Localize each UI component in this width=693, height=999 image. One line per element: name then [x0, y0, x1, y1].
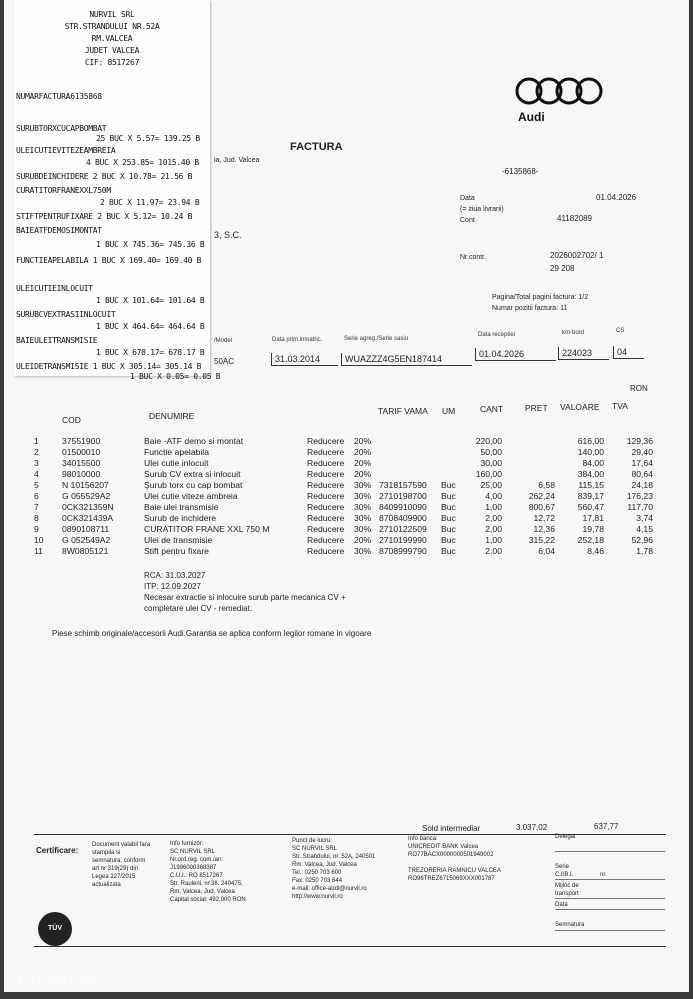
cell-tarif: 8409910090 — [379, 502, 427, 512]
receptie-label: Data receptiei — [478, 332, 516, 338]
client-name: 3, S.C. — [214, 230, 242, 240]
cell-pct: 20% — [354, 458, 372, 468]
cell-tva: 1,78 — [636, 546, 653, 556]
cell-den: Şurub torx cu cap bombat — [144, 480, 243, 490]
cell-cant: 4,00 — [485, 491, 502, 501]
cell-nr: 11 — [34, 546, 43, 556]
receipt-line: ULEIDETRANSMISIE 1 BUC X 305.14= 305.14 B — [16, 362, 202, 371]
cell-red: Reducere — [307, 546, 345, 556]
document-validity — [92, 841, 150, 889]
cell-um: Buc — [441, 546, 456, 556]
table-row — [4, 458, 689, 469]
receipt-line: 25 BUC X 5.57= 139.25 B — [96, 134, 200, 143]
footer-line: UNICREDIT BANK Valcea — [408, 844, 479, 850]
cell-nr: 3 — [34, 458, 39, 468]
cell-tva: 176,23 — [626, 491, 653, 501]
footer-line: Nr.ord.reg. com./an: — [170, 857, 224, 863]
table-row — [4, 447, 689, 458]
cell-pret: 6,58 — [538, 480, 555, 490]
data-footer-label: Data — [555, 902, 568, 908]
cell-den: Stift pentru fixare — [144, 546, 209, 556]
cell-pct: 20% — [354, 436, 372, 446]
cell-val: 252,18 — [577, 535, 604, 545]
note-1: Necesar extractie si inlocuire surub parte mecanica CV + — [144, 593, 346, 602]
cell-den: Baie -ATF demo si montat — [144, 436, 244, 446]
cell-cod: 34015500 — [62, 458, 101, 468]
data-line — [555, 909, 665, 910]
receipt-line: SURUBCVEXTRASIINLOCUIT — [16, 310, 116, 319]
cell-um: Buc — [441, 513, 456, 523]
footer-line: http://www.nurvil.ro — [292, 894, 343, 900]
cell-nr: 4 — [34, 469, 39, 479]
footer-line: Info banca: — [408, 836, 438, 842]
position-count: Numar pozitii factura: 11 — [492, 305, 568, 312]
cell-tva: 129,36 — [626, 436, 653, 446]
document-title: FACTURA — [290, 141, 343, 153]
cell-den: Ulei cutie inlocuit — [144, 458, 209, 468]
table-row — [4, 491, 689, 502]
footer-line: Legea 227/2015 — [92, 874, 136, 880]
cell-val: 8,46 — [587, 546, 604, 556]
cs-label: CS — [616, 328, 625, 334]
cell-red: Reducere — [307, 447, 345, 457]
brand-name: Audi — [518, 110, 545, 124]
table-row — [4, 513, 689, 524]
footer-line: Rm. Valcea, Jud. Valcea — [292, 862, 357, 868]
cell-pret: 12,36 — [533, 524, 555, 534]
col-um: UM — [442, 406, 456, 416]
cell-tva: 4,15 — [636, 524, 653, 534]
cell-cod: 0CK321439A — [62, 513, 114, 523]
receipt-line: 1 BUC X 101.64= 101.64 B — [96, 296, 205, 305]
footer-line: TREZORERIA RAMNICU VALCEA — [408, 868, 501, 874]
cell-pct: 20% — [354, 469, 372, 479]
footer-line: Str. Strandului, nr. 52A, 240501 — [292, 854, 376, 860]
cell-nr: 6 — [34, 491, 39, 501]
model-value: 50AC — [214, 357, 235, 366]
footer-line: Punct de lucru: — [292, 838, 333, 844]
km-label: km-bord — [562, 330, 585, 336]
cell-cant: 1,00 — [485, 502, 502, 512]
cell-tarif: 8708409900 — [379, 513, 427, 523]
sold-tva: 637,77 — [594, 822, 619, 831]
fiscal-receipt — [14, 0, 221, 381]
transport-line — [555, 898, 665, 899]
vin-value: WUAZZZ4G5EN187414 — [341, 353, 472, 366]
cell-pct: 20% — [354, 447, 372, 457]
note-rca: RCA: 31.03.2027 — [144, 571, 206, 580]
table-row — [4, 436, 689, 447]
cell-red: Reducere — [307, 491, 345, 501]
cell-cod: 0CK321359N — [62, 502, 114, 512]
cell-um: Buc — [441, 502, 456, 512]
cell-pret: 800,67 — [528, 502, 555, 512]
footer-line: actualizata — [92, 882, 121, 888]
cell-cod: 8W0805121 — [62, 546, 109, 556]
footer-line: RO77BACX0000000501949002 — [408, 852, 494, 858]
cell-den: Baie ulei transmisie — [144, 502, 219, 512]
footer-line: semnatura, conform — [92, 858, 146, 864]
page-count: Pagina/Total pagini factura: 1/2 — [492, 294, 589, 301]
cell-tarif: 8708999790 — [379, 546, 427, 556]
receipt-line: NURVIL SRL — [89, 10, 135, 19]
receipt-line: SURUBTORXCUCAPBOMBAT — [16, 124, 107, 133]
cell-cant: 30,00 — [480, 458, 502, 468]
cell-nr: 7 — [34, 502, 39, 512]
cell-tva: 3,74 — [636, 513, 653, 523]
receipt-line: 2 BUC X 11.97= 23.94 B — [100, 198, 200, 207]
receipt-line: 1 BUC X 745.36= 745.36 B — [96, 240, 205, 249]
cell-cant: 160,00 — [475, 469, 502, 479]
cell-um: Buc — [441, 480, 456, 490]
footer-line — [408, 859, 501, 867]
line-items-table — [4, 436, 689, 557]
cell-nr: 5 — [34, 480, 39, 490]
receipt-line: ULEICUTIEINLOCUIT — [16, 284, 93, 293]
tuv-certification-icon: TÜV — [38, 912, 72, 946]
invoice-date: 01.04.2026 — [596, 193, 637, 202]
footer-line: Document valabil fara — [92, 842, 151, 848]
cell-pct: 30% — [354, 502, 372, 512]
cell-val: 19,78 — [582, 524, 604, 534]
footer-line: Capital social: 492.000 RON — [170, 897, 246, 903]
cell-red: Reducere — [307, 458, 345, 468]
serie-label-footer: Serie — [555, 864, 570, 870]
watermark: AUTOVIT.RO — [16, 975, 99, 989]
note-2: completare ulei CV - remediat. — [144, 604, 253, 613]
cell-nr: 10 — [34, 535, 44, 545]
transport-label: transport — [555, 891, 579, 897]
cell-red: Reducere — [307, 502, 345, 512]
cell-cant: 220,00 — [475, 436, 502, 446]
cell-pct: 30% — [354, 524, 372, 534]
cell-tva: 52,96 — [631, 535, 653, 545]
cell-red: Reducere — [307, 513, 345, 523]
cell-cant: 1,00 — [485, 535, 502, 545]
sold-label: Sold intermediar — [422, 824, 481, 833]
receipt-line: STR.STRANDULUI NR.52A — [64, 22, 160, 31]
cell-um: Buc — [441, 491, 456, 501]
cell-val: 140,00 — [577, 447, 604, 457]
footer-line: RO96TREZ6715069XXX001787 — [408, 876, 495, 882]
cell-val: 17,81 — [582, 513, 604, 523]
bottom-divider — [34, 946, 666, 947]
col-cod: COD — [62, 415, 81, 425]
cell-tva: 29,40 — [631, 447, 653, 457]
cell-nr: 8 — [34, 513, 39, 523]
client-address: ia, Jud. Valcea — [214, 157, 260, 164]
cell-cant: 2,00 — [485, 546, 502, 556]
cell-red: Reducere — [307, 469, 345, 479]
cell-pct: 30% — [354, 491, 372, 501]
receipt-line: BAIEATFDEMOSIMONTAT — [16, 226, 102, 235]
cell-cant: 50,00 — [480, 447, 502, 457]
semnatura-label: Semnatura — [555, 922, 585, 928]
receipt-line: 1 BUC X 464.64= 464.64 B — [96, 322, 205, 331]
cell-red: Reducere — [307, 524, 345, 534]
cell-pret: 315,22 — [528, 535, 555, 545]
cell-nr: 1 — [34, 436, 39, 446]
cell-den: Surub de inchidere — [144, 513, 217, 523]
cont-label: Cont — [460, 217, 475, 224]
cell-pct: 20% — [354, 535, 372, 545]
cell-tva: 117,70 — [627, 502, 653, 512]
audi-logo-icon — [514, 76, 606, 106]
cell-cod: G 055529A2 — [62, 491, 111, 501]
cell-cant: 2,00 — [485, 513, 502, 523]
cell-val: 560,47 — [577, 502, 604, 512]
footer-line: C.U.I.: RO 8517267 — [170, 873, 223, 879]
cell-tarif: 7318157590 — [379, 480, 427, 490]
cell-den: Surub CV extra si inlocuit — [144, 469, 241, 479]
cell-val: 115,15 — [578, 480, 604, 490]
nrcontr-value: 2026002702/ 1 — [550, 251, 604, 260]
mijloc-label: Mijloc de — [555, 883, 579, 889]
data-label: Data — [460, 195, 475, 202]
cell-pct: 30% — [354, 546, 372, 556]
receptie-value: 01.04.2026 — [475, 348, 556, 361]
cell-den: Ulei de transmisie — [144, 535, 213, 545]
cell-cod: 37551900 — [62, 436, 101, 446]
cbi-label: C.I/B.I. — [555, 872, 574, 878]
receipt-line: CURATITORFRANEXXL750M — [16, 186, 111, 195]
cell-um: Buc — [441, 524, 456, 534]
col-pret: PRET — [525, 403, 548, 413]
footer-line: SC NURVIL SRL — [292, 846, 338, 852]
cbi-line — [555, 879, 665, 880]
cell-val: 84,00 — [582, 458, 604, 468]
cell-cod: N 10156207 — [62, 480, 109, 490]
cell-val: 616,00 — [577, 436, 604, 446]
supplier-info — [170, 840, 246, 904]
cell-cod: G 052549A2 — [62, 535, 111, 545]
cell-nr: 2 — [34, 447, 39, 457]
receipt-line: 1 BUC X 678.17= 678.17 B — [96, 348, 205, 357]
footer-line: art nr 319(29) din — [92, 866, 139, 872]
receipt-line: 4 BUC X 253.85= 1015.40 B — [86, 158, 199, 167]
table-row — [4, 469, 689, 480]
cell-cant: 2,00 — [485, 524, 502, 534]
cell-tva: 80,64 — [631, 469, 653, 479]
km-value: 224023 — [558, 347, 609, 360]
receipt-line: SURUBDEINCHIDERE 2 BUC X 10.78= 21.56 B — [16, 172, 193, 181]
table-row — [4, 535, 689, 546]
guarantee-note: Piese schimb originale/accesorii Audi.Garantia se aplica conform legilor romane in vigoare — [52, 629, 372, 638]
receipt-line: STIFTPENTRUFIXARE 2 BUC X 5.12= 10.24 B — [16, 212, 193, 221]
cell-den: CURATITOR FRANE XXL 750 M — [144, 524, 270, 534]
receipt-line: NUMARFACTURA6135868 — [16, 92, 102, 101]
cell-val: 384,00 — [577, 469, 604, 479]
cell-tva: 17,64 — [631, 458, 653, 468]
cell-tva: 24,18 — [631, 480, 653, 490]
table-row — [4, 524, 689, 535]
invoice-number: -6135868- — [502, 167, 539, 176]
first-registration-label: Data prim.inmatric. — [272, 337, 323, 343]
table-row — [4, 502, 689, 513]
cell-red: Reducere — [307, 535, 345, 545]
cell-cant: 25,00 — [480, 480, 502, 490]
table-row — [4, 480, 689, 491]
cell-den: Functie apelabila — [144, 447, 209, 457]
invoice-page — [4, 0, 689, 992]
nrcontr-value-2: 29 208 — [550, 264, 575, 273]
footer-line: SC NURVIL SRL — [170, 849, 216, 855]
workpoint-info — [292, 837, 375, 901]
footer-line: Fax: 0250 703 644 — [292, 878, 343, 884]
footer-line: Str. Rauleni, nr.38, 240475, — [170, 881, 243, 887]
cs-value: 04 — [613, 346, 644, 359]
col-tva: TVA — [612, 401, 628, 411]
footer-line: Rm. Valcea, Jud. Valcea — [170, 889, 235, 895]
cell-tarif: 2710198700 — [379, 491, 427, 501]
cell-cod: 01500010 — [62, 447, 101, 457]
cell-pct: 30% — [354, 480, 372, 490]
cont-value: 41182089 — [557, 214, 592, 223]
col-tarif: TARIF VAMA — [378, 406, 428, 416]
cell-tarif: 2710199990 — [379, 535, 427, 545]
delegat-label: Delegat — [555, 834, 576, 840]
receipt-line: JUDET VALCEA — [84, 46, 140, 55]
cell-tarif: 2710122509 — [379, 524, 427, 534]
receipt-line: RM.VALCEA — [91, 34, 133, 43]
cell-pret: 262,24 — [528, 491, 555, 501]
receipt-line: ULEICUTIEVITEZEAMBREIA — [16, 146, 116, 155]
footer-line: Tel.: 0250 703 600 — [292, 870, 342, 876]
receipt-line: CIF: 8517267 — [84, 58, 140, 67]
certificare-label: Certificare: — [36, 846, 79, 855]
cell-pret: 6,04 — [538, 546, 555, 556]
delegat-line — [555, 851, 665, 852]
cell-cod: 0890108711 — [62, 524, 110, 534]
receipt-line: 1 BUC X 0.05= 0.05 B — [130, 372, 221, 381]
cell-pct: 30% — [354, 513, 372, 523]
col-cant: CANT — [480, 404, 504, 414]
col-valoare: VALOARE — [560, 402, 600, 412]
cell-pret: 12,72 — [533, 513, 555, 523]
nrcontr-label: Nr.contr. — [460, 254, 487, 261]
receipt-line: BAIEULEITRANSMISIE — [16, 336, 98, 345]
receipt-line: FUNCTIEAPELABILA 1 BUC X 169.40= 169.40 B — [16, 256, 202, 265]
nr-label: nr. — [600, 872, 607, 878]
footer-line: e-mail: office-audi@nurvil.ro — [292, 886, 367, 892]
cell-red: Reducere — [307, 480, 345, 490]
footer-line: stampila si — [92, 850, 121, 856]
table-row — [4, 546, 689, 557]
currency-label: RON — [630, 384, 648, 393]
cell-um: Buc — [441, 535, 456, 545]
cell-val: 839,17 — [577, 491, 604, 501]
data-sub: (= ziua livrarii) — [460, 206, 504, 213]
cell-cod: 98010000 — [62, 469, 101, 479]
note-itp: ITP: 12.09.2027 — [144, 582, 201, 591]
sold-value: 3.037,02 — [516, 823, 548, 832]
cell-nr: 9 — [34, 524, 39, 534]
footer-line: J1996000368387 — [170, 865, 217, 871]
col-denumire: DENUMIRE — [149, 411, 195, 421]
cell-red: Reducere — [307, 436, 345, 446]
model-label: /Model — [214, 338, 233, 344]
serie-label: Serie agreg./Serie sasiu — [344, 336, 409, 342]
semnatura-line — [555, 930, 665, 931]
footer-line: Info furnizor: — [170, 841, 204, 847]
cell-den: Ulei cutie viteze ambreia — [144, 491, 238, 501]
bank-info — [408, 835, 501, 883]
first-registration-value: 31.03.2014 — [271, 353, 338, 366]
